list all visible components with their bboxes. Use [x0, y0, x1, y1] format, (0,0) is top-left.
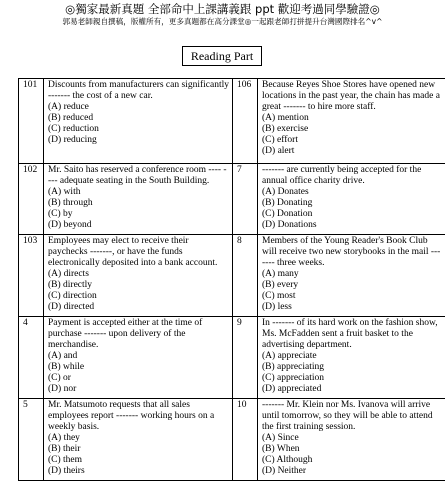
option-b: (B) reduced [48, 113, 94, 123]
question-number: 5 [19, 399, 44, 481]
question-cell [44, 399, 233, 481]
question-number: 106 [233, 79, 258, 164]
option-a: (A) mention [262, 113, 309, 123]
option-c: (C) direction [48, 291, 97, 301]
option-b: (B) Donating [262, 198, 313, 208]
question-text: Because Reyes Shoe Stores have opened new locations in the past year, the chain has made a great ------- to hire more staff. [262, 80, 440, 112]
option-c: (C) most [262, 291, 296, 301]
option-d: (D) directed [48, 302, 95, 312]
question-cell [258, 79, 445, 164]
question-text: Discounts from manufacturers can significantly ------- the cost of a new car. [48, 80, 229, 101]
question-number: 102 [19, 164, 44, 235]
question-number: 103 [19, 235, 44, 317]
option-c: (C) Donation [262, 209, 313, 219]
option-b: (B) When [262, 444, 300, 454]
question-text: ------- are currently being accepted for the annual office charity drive. [262, 165, 422, 186]
option-b: (B) while [48, 362, 85, 372]
section-title: Reading Part [182, 46, 262, 66]
question-text: Payment is accepted either at the time of purchase ------- upon delivery of the merchandise. [48, 318, 203, 350]
question-number: 7 [233, 164, 258, 235]
option-b: (B) exercise [262, 124, 309, 134]
option-d: (D) beyond [48, 220, 92, 230]
question-number: 10 [233, 399, 258, 481]
question-text: Mr. Saito has reserved a conference room ---- ---- adequate seating in the South Building. [48, 165, 227, 186]
question-text: Employees may elect to receive their paychecks -------, or have the funds electronically deposited into a bank account. [48, 236, 218, 268]
option-a: (A) with [48, 187, 81, 197]
table-row [19, 317, 445, 399]
option-a: (A) Donates [262, 187, 309, 197]
option-a: (A) many [262, 269, 299, 279]
option-d: (D) nor [48, 384, 77, 394]
option-d: (D) Donations [262, 220, 317, 230]
table-row [19, 399, 445, 481]
option-c: (C) reduction [48, 124, 99, 134]
question-table [18, 78, 445, 481]
question-number: 101 [19, 79, 44, 164]
question-cell [44, 164, 233, 235]
option-a: (A) reduce [48, 102, 89, 112]
option-d: (D) reducing [48, 135, 97, 145]
option-d: (D) less [262, 302, 292, 312]
option-b: (B) every [262, 280, 299, 290]
question-text: ------- Mr. Klein nor Ms. Ivanova will arrive until tomorrow, so they will be able to attend the first training session. [262, 400, 433, 432]
option-d: (D) theirs [48, 466, 85, 476]
question-cell [258, 235, 445, 317]
question-cell [258, 399, 445, 481]
option-b: (B) their [48, 444, 81, 454]
question-cell [258, 164, 445, 235]
option-c: (C) effort [262, 135, 298, 145]
table-row [19, 164, 445, 235]
option-c: (C) them [48, 455, 83, 465]
question-number: 8 [233, 235, 258, 317]
option-a: (A) Since [262, 433, 299, 443]
question-number: 9 [233, 317, 258, 399]
option-a: (A) they [48, 433, 80, 443]
question-number: 4 [19, 317, 44, 399]
table-row [19, 79, 445, 164]
question-text: Mr. Matsumoto requests that all sales employees report ------- working hours on a weekly basis. [48, 400, 215, 432]
question-cell [44, 79, 233, 164]
question-text: In ------- of its hard work on the fashion show, Ms. McFadden sent a fruit basket to the advertising department. [262, 318, 438, 350]
question-cell [44, 235, 233, 317]
question-cell [44, 317, 233, 399]
table-row [19, 235, 445, 317]
option-c: (C) by [48, 209, 73, 219]
option-c: (C) Although [262, 455, 313, 465]
option-d: (D) Neither [262, 466, 307, 476]
question-text: Members of the Young Reader's Book Club will receive two new storybooks in the mail ------- three weeks. [262, 236, 441, 268]
question-cell [258, 317, 445, 399]
option-d: (D) appreciated [262, 384, 322, 394]
option-c: (C) or [48, 373, 71, 383]
option-d: (D) alert [262, 146, 295, 156]
option-b: (B) directly [48, 280, 93, 290]
option-b: (B) appreciating [262, 362, 324, 372]
option-c: (C) appreciation [262, 373, 324, 383]
header-title: ◎獨家最新真題 全部命中上課講義跟 ppt 歡迎考過同學驗證◎ [65, 2, 380, 16]
option-b: (B) through [48, 198, 93, 208]
option-a: (A) directs [48, 269, 89, 279]
header-subtitle: 郭易老師親自撰稿，版權所有，更多真題都在高分課堂◎一起跟老師打拼提升台灣國際排名^v^ [62, 17, 383, 26]
option-a: (A) appreciate [262, 351, 317, 361]
option-a: (A) and [48, 351, 78, 361]
